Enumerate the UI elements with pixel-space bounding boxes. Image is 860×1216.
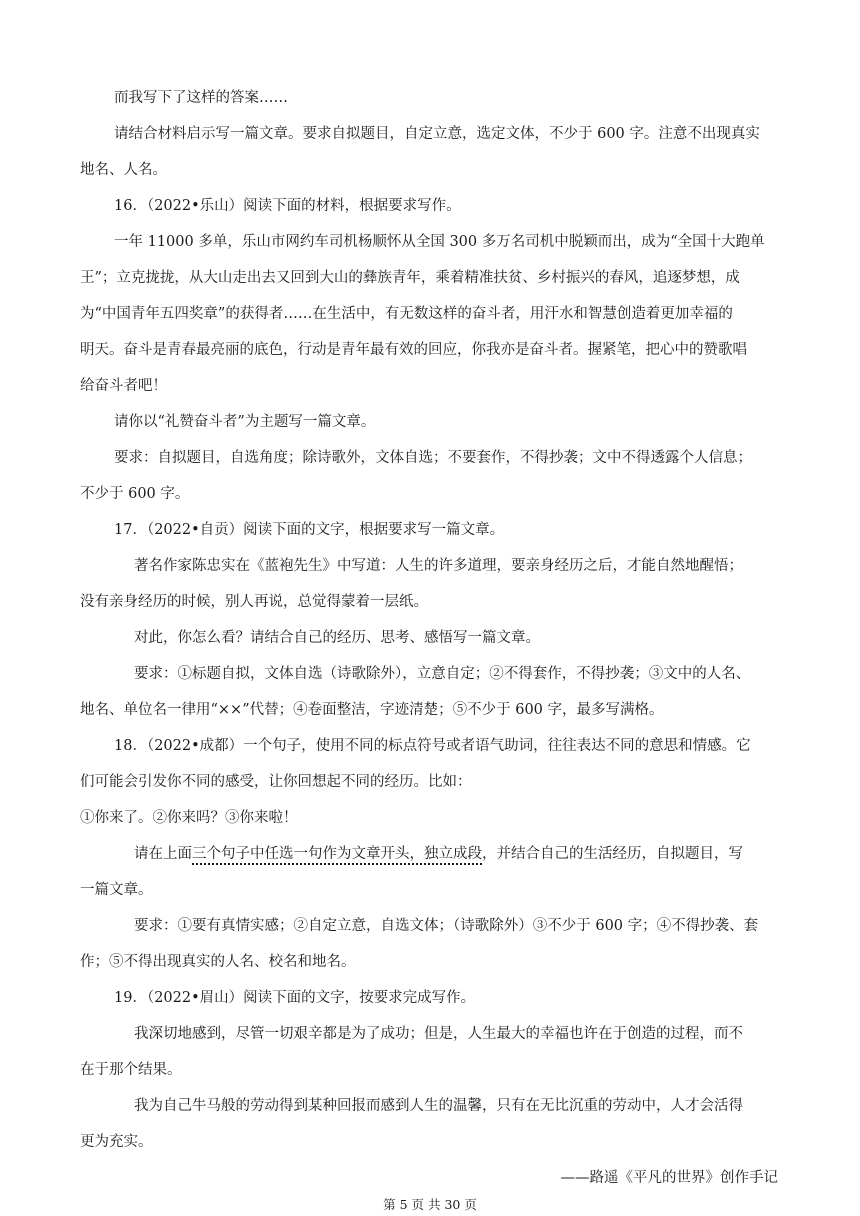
paragraph-line: 为“中国青年五四奖章”的获得者……在生活中，有无数这样的奋斗者，用汗水和智慧创造着更加幸福的	[80, 306, 733, 322]
paragraph-text: 请在上面	[134, 846, 192, 862]
paragraph-line: 而我写下了这样的答案……	[114, 90, 288, 106]
paragraph-line: 们可能会引发你不同的感受，让你回想起不同的经历。比如：	[80, 774, 472, 790]
paragraph-line: 没有亲身经历的时候，别人再说，总觉得蒙着一层纸。	[80, 594, 428, 610]
paragraph-line: 要求：①要有真情实感；②自定立意，自选文体；（诗歌除外）③不少于 600 字；④不得抄袭、套	[134, 918, 759, 934]
paragraph-line: 请结合材料启示写一篇文章。要求自拟题目，自定立意，选定文体，不少于 600 字。注意不出现真实	[114, 126, 760, 142]
paragraph-line: 要求：自拟题目，自选角度；除诗歌外，文体自选；不要套作，不得抄袭；文中不得透露个人信息；	[114, 450, 752, 466]
paragraph-line: 我深切地感到，尽管一切艰辛都是为了成功；但是，人生最大的幸福也许在于创造的过程，而不	[134, 1026, 743, 1042]
paragraph-text: ，并结合自己的生活经历，自拟题目，写	[482, 846, 743, 862]
question-17-heading: 17．（2022•自贡）阅读下面的文字，根据要求写一篇文章。	[114, 522, 505, 538]
paragraph-line: 不少于 600 字。	[80, 486, 190, 502]
paragraph-line: 王”；立克拢拢，从大山走出去又回到大山的彝族青年，乘着精准扶贫、乡村振兴的春风，追逐梦想，成	[80, 270, 740, 286]
paragraph-line: 我为自己牛马般的劳动得到某种回报而感到人生的温馨，只有在无比沉重的劳动中，人才会活得	[134, 1098, 743, 1114]
paragraph-line: 在于那个结果。	[80, 1062, 182, 1078]
question-19-heading: 19．（2022•眉山）阅读下面的文字，按要求完成写作。	[114, 990, 476, 1006]
paragraph-line: 一年 11000 多单，乐山市网约车司机杨顺怀从全国 300 多万名司机中脱颖而出，成为“全国十大跑单	[114, 234, 765, 250]
paragraph-line: 地名、单位名一律用“××”代替；④卷面整洁，字迹清楚；⑤不少于 600 字，最多写满格。	[80, 702, 664, 718]
question-16-heading: 16．（2022•乐山）阅读下面的材料，根据要求写作。	[114, 198, 461, 214]
paragraph-line: 对此，你怎么看？请结合自己的经历、思考、感悟写一篇文章。	[134, 630, 540, 646]
paragraph-line: 地名、人名。	[80, 162, 167, 178]
paragraph-line: ①你来了。②你来吗？③你来啦！	[80, 810, 298, 826]
paragraph-line: 更为充实。	[80, 1134, 153, 1150]
emphasized-text: 三个句子中任选一句作为文章开头，独立成段	[192, 846, 482, 862]
paragraph-line: 作；⑤不得出现真实的人名、校名和地名。	[80, 954, 356, 970]
paragraph-line: 给奋斗者吧！	[80, 378, 167, 394]
paragraph-line: 请你以“礼赞奋斗者”为主题写一篇文章。	[114, 414, 376, 430]
question-18-heading: 18．（2022•成都）一个句子，使用不同的标点符号或者语气助词，往往表达不同的意思和情感。它	[114, 738, 751, 754]
paragraph-line: 一篇文章。	[80, 882, 153, 898]
attribution: ——路遥《平凡的世界》创作手记	[560, 1170, 778, 1186]
paragraph-line: 明天。奋斗是青春最亮丽的底色，行动是青年最有效的回应，你我亦是奋斗者。握紧笔，把心中的赞歌唱	[80, 342, 747, 358]
page-footer: 第 5 页 共 30 页	[383, 1197, 477, 1212]
paragraph-line	[134, 844, 743, 864]
paragraph-line: 要求：①标题自拟，文体自选（诗歌除外），立意自定；②不得套作，不得抄袭；③文中的人名、	[134, 666, 751, 682]
paragraph-line: 著名作家陈忠实在《蓝袍先生》中写道：人生的许多道理，要亲身经历之后，才能自然地醒悟；	[134, 558, 743, 574]
